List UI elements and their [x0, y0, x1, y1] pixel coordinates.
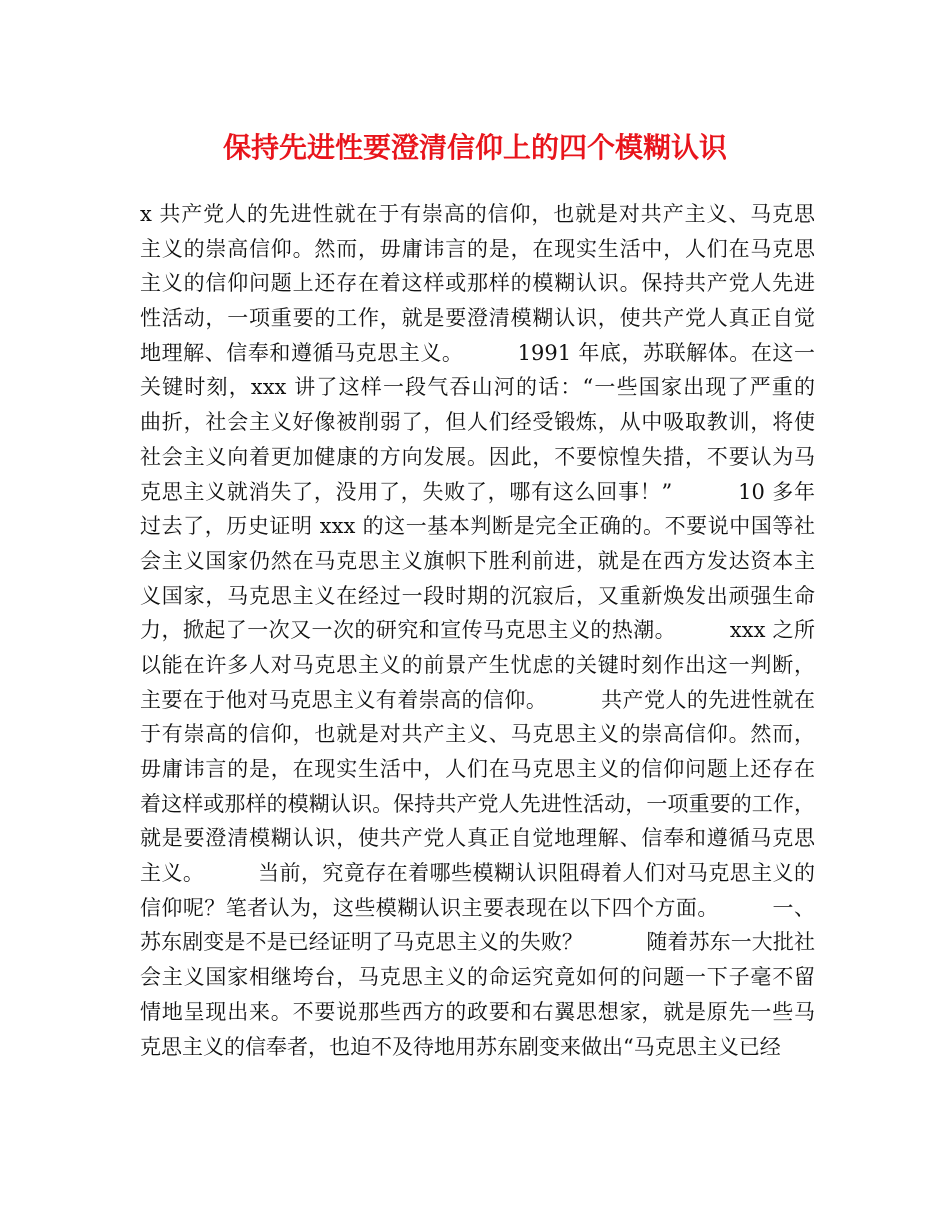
body-line: x 共产党人的先进性就在于有崇高的信仰，也就是对共产主义、马克思 [140, 202, 815, 226]
body-line: 克思主义就消失了，没用了，失败了，哪有这么回事！” 10 多年 [140, 479, 815, 504]
body-line: 信仰呢？笔者认为，这些模糊认识主要表现在以下四个方面。 一、 [140, 895, 815, 920]
body-line: 关键时刻，xxx 讲了这样一段气吞山河的话：“一些国家出现了严重的 [140, 375, 815, 400]
body-line: 主义的崇高信仰。然而，毋庸讳言的是，在现实生活中，人们在马克思 [140, 236, 815, 261]
body-line: 着这样或那样的模糊认识。保持共产党人先进性活动，一项重要的工作， [140, 791, 815, 816]
body-line: 情地呈现出来。不要说那些西方的政要和右翼思想家，就是原先一些马 [140, 999, 815, 1024]
body-line: 义国家，马克思主义在经过一段时期的沉寂后，又重新焕发出顽强生命 [140, 583, 815, 608]
body-line: 力，掀起了一次又一次的研究和宣传马克思主义的热潮。 xxx 之所 [140, 618, 815, 643]
document-body [140, 197, 815, 1064]
body-line: 毋庸讳言的是，在现实生活中，人们在马克思主义的信仰问题上还存在 [140, 757, 815, 781]
body-line: 过去了，历史证明 xxx 的这一基本判断是完全正确的。不要说中国等社 [140, 514, 815, 539]
body-line: 曲折，社会主义好像被削弱了，但人们经受锻炼，从中吸取教训，将使 [140, 410, 815, 435]
document-title: 保持先进性要澄清信仰上的四个模糊认识 [222, 131, 727, 164]
body-line: 性活动，一项重要的工作，就是要澄清模糊认识，使共产党人真正自觉 [140, 306, 815, 331]
body-line: 主义。 当前，究竟存在着哪些模糊认识阻碍着人们对马克思主义的 [140, 861, 815, 886]
body-line: 主义的信仰问题上还存在着这样或那样的模糊认识。保持共产党人先进 [140, 271, 815, 296]
body-line: 地理解、信奉和遵循马克思主义。 1991 年底，苏联解体。在这一 [140, 340, 815, 365]
body-line: 会主义国家仍然在马克思主义旗帜下胜利前进，就是在西方发达资本主 [140, 548, 815, 573]
body-line: 以能在许多人对马克思主义的前景产生忧虑的关键时刻作出这一判断， [140, 652, 815, 677]
body-line: 就是要澄清模糊认识，使共产党人真正自觉地理解、信奉和遵循马克思 [140, 826, 815, 851]
body-line: 社会主义向着更加健康的方向发展。因此，不要惊惶失措，不要认为马 [140, 444, 815, 469]
body-line: 主要在于他对马克思主义有着崇高的信仰。 共产党人的先进性就在 [140, 687, 815, 712]
body-line: 会主义国家相继垮台，马克思主义的命运究竟如何的问题一下子毫不留 [140, 965, 815, 990]
body-line: 克思主义的信奉者，也迫不及待地用苏东剧变来做出“马克思主义已经 [140, 1034, 781, 1059]
body-line: 苏东剧变是不是已经证明了马克思主义的失败？ 随着苏东一大批社 [140, 930, 815, 955]
body-line: 于有崇高的信仰，也就是对共产主义、马克思主义的崇高信仰。然而， [140, 722, 815, 747]
